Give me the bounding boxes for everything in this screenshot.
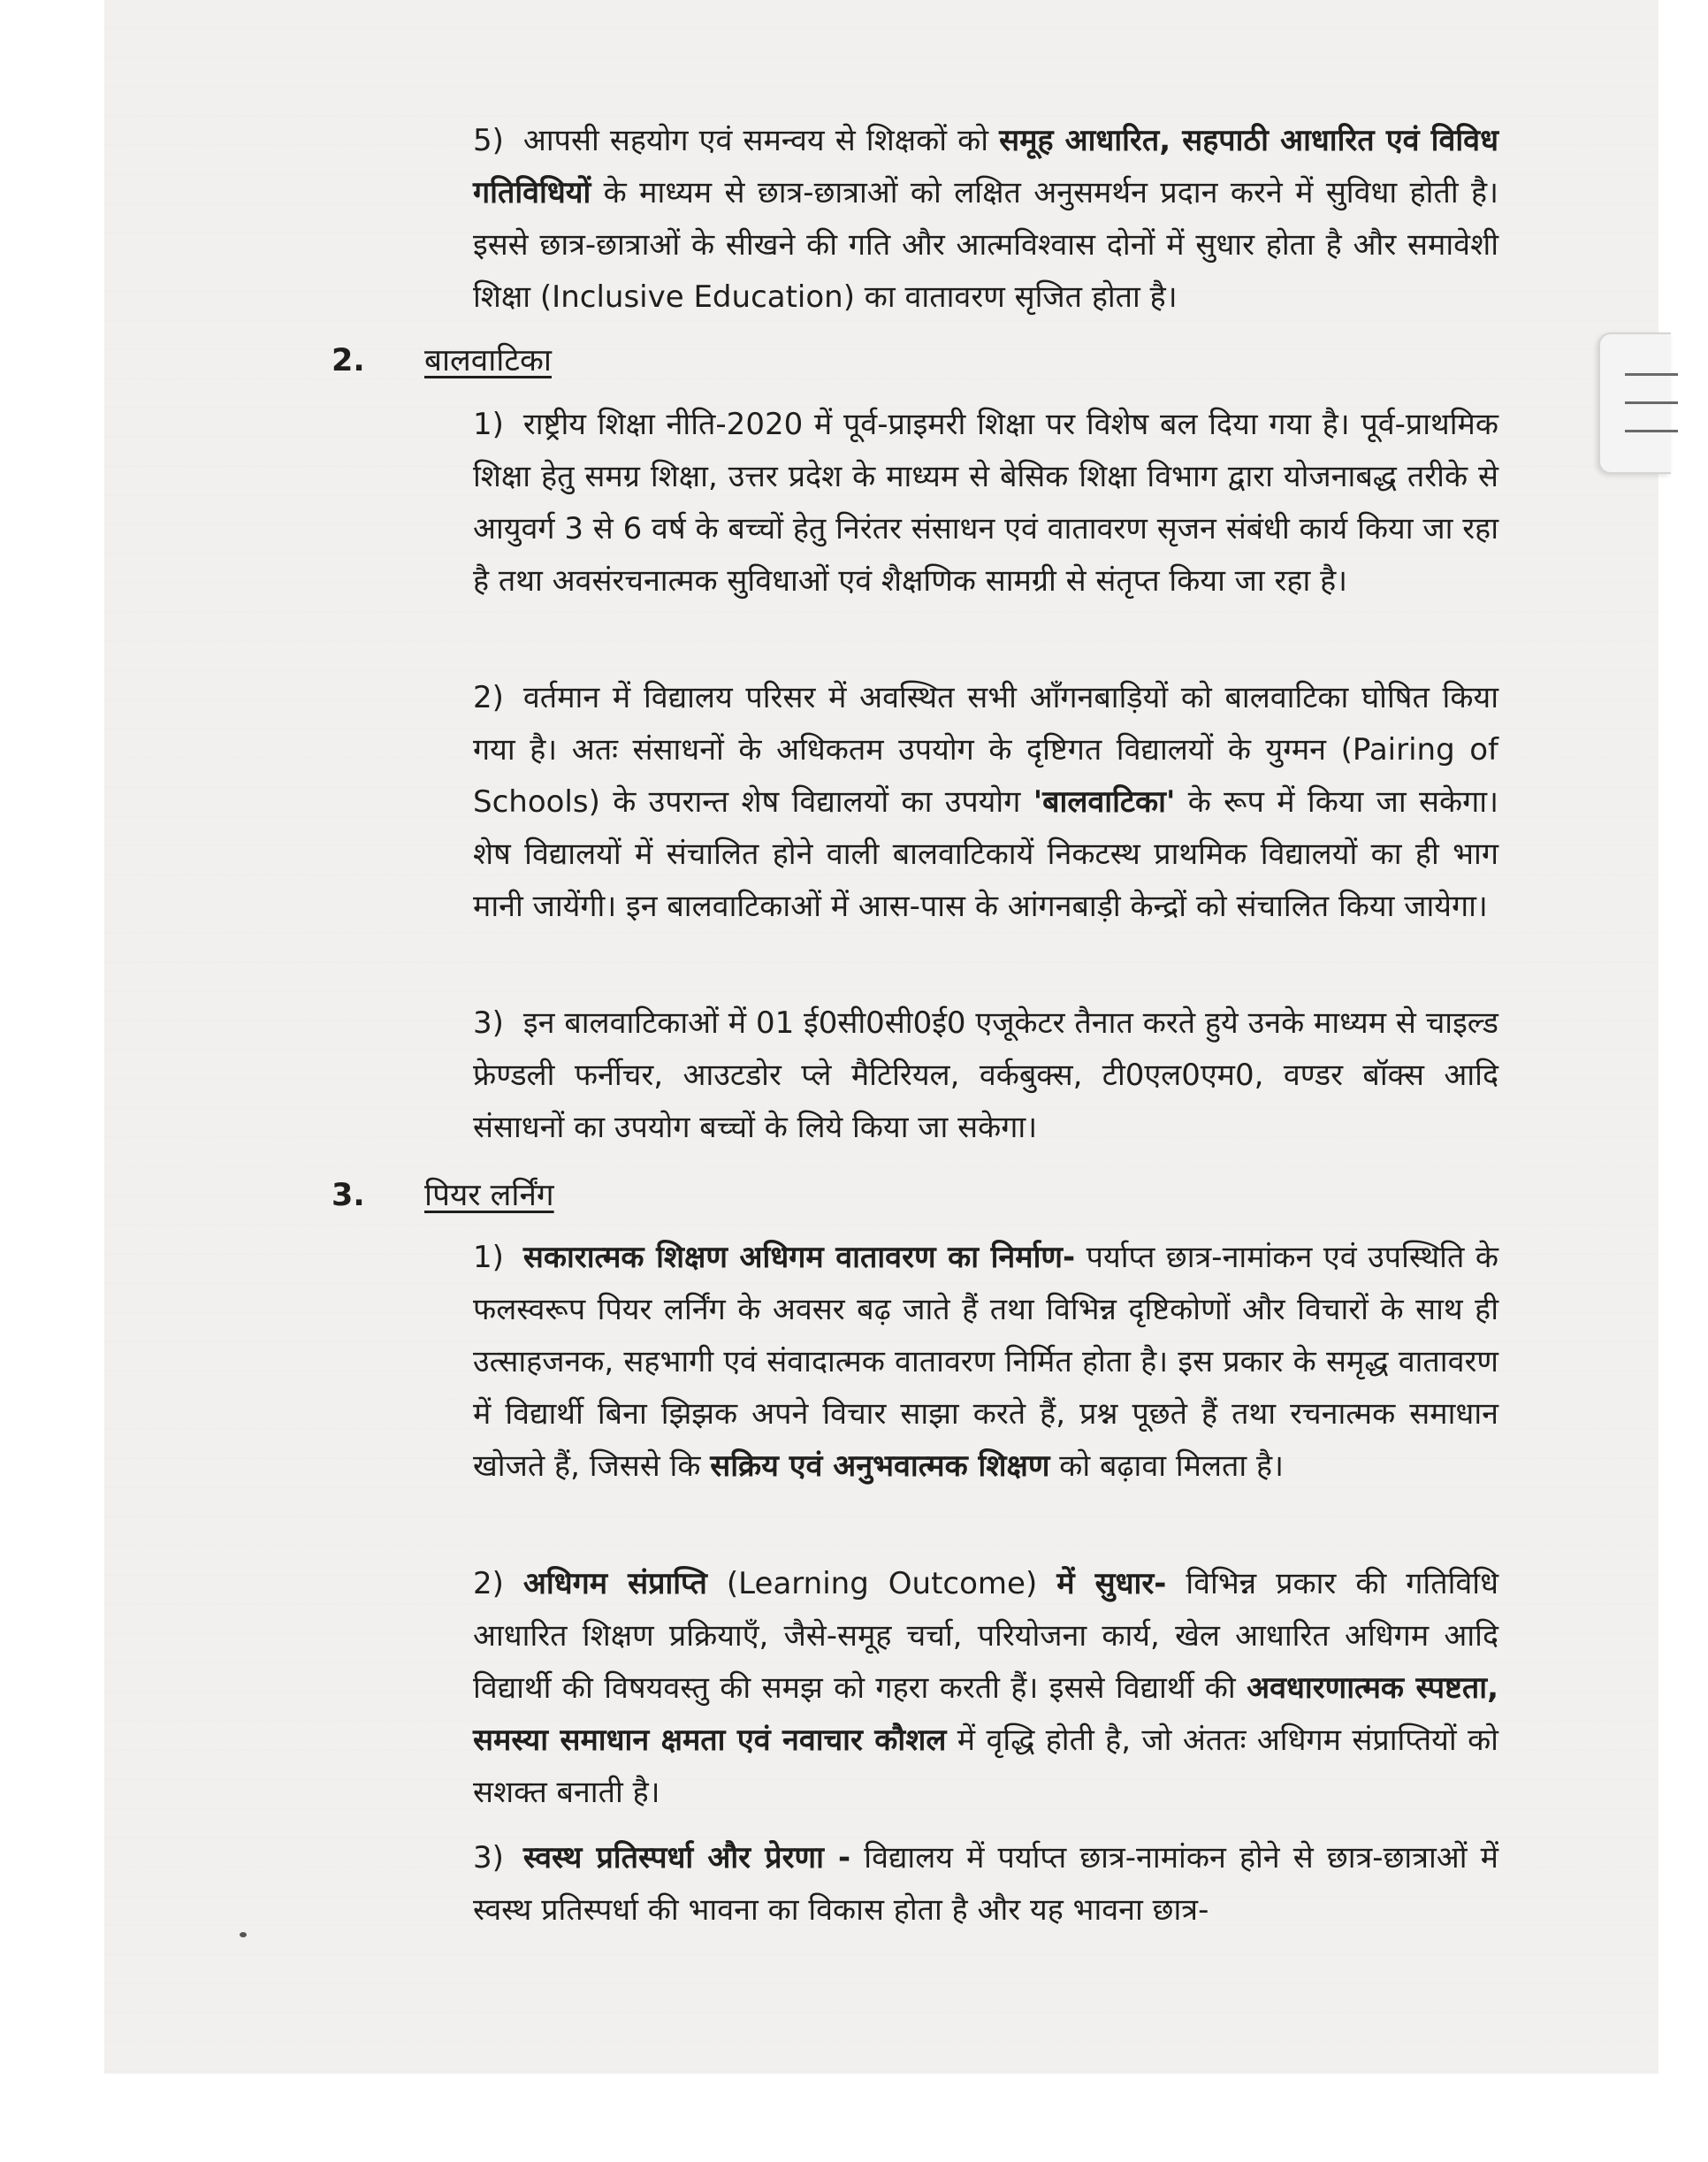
paragraph-emphasis: 'बालवाटिका' (1033, 784, 1176, 820)
paragraph-emphasis: समूह आधारित, सहपाठी आधारित एवं विविध गतिविधियों (473, 123, 1498, 210)
paragraph-text: (Learning Outcome) (706, 1566, 1057, 1601)
paragraph-emphasis: अधिगम संप्राप्ति (522, 1566, 707, 1601)
paragraph-emphasis: स्वस्थ प्रतिस्पर्धा और प्रेरणा - (522, 1840, 851, 1876)
paragraph-emphasis: सक्रिय एवं अनुभवात्मक शिक्षण (710, 1448, 1050, 1484)
section-number: 3. (332, 1178, 365, 1213)
paragraph-text: में वृद्धि होती है, जो अंततः अधिगम संप्राप्तियों को सशक्त बनाती है। (473, 1723, 1498, 1810)
paragraph-text: वर्तमान में विद्यालय परिसर में अवस्थित सभी आँगनबाड़ियों को बालवाटिका घोषित किया गया है। अतः संसाधनों के अधिकतम उपयोग के दृष्टिगत विद्यालयों के युग्मन (Pairing of Schools) के उपरान्त शेष विद्यालयों का उपयोग (473, 680, 1498, 820)
paragraph-number: 3) (473, 1005, 504, 1041)
paragraph-emphasis: सकारात्मक शिक्षण अधिगम वातावरण का निर्माण- (522, 1240, 1076, 1275)
section-number: 2. (332, 343, 365, 378)
paragraph-text: विद्यालय में पर्याप्त छात्र-नामांकन होने से छात्र-छात्राओं में स्वस्थ प्रतिस्पर्धा की भावना का विकास होता है और यह भावना छात्र- (473, 1840, 1498, 1928)
paragraph-text: के माध्यम से छात्र-छात्राओं को लक्षित अनुसमर्थन प्रदान करने में सुविधा होती है। इससे छात्र-छात्राओं के सीखने की गति और आत्मविश्वास दोनों में सुधार होता है और समावेशी शिक्षा (Inclusive Education) का वातावरण सृजित होता है। (473, 175, 1498, 315)
paragraph-5 (473, 115, 1498, 324)
paragraph-emphasis: में सुधार- (1056, 1566, 1167, 1601)
paragraph-text: विभिन्न प्रकार की गतिविधि आधारित शिक्षण प्रक्रियाएँ, जैसे-समूह चर्चा, परियोजना कार्य, खेल आधारित अधिगम आदि विद्यार्थी की विषयवस्तु की समझ को गहरा करती हैं। इससे विद्यार्थी की (473, 1566, 1499, 1706)
section-title: पियर लर्निंग (424, 1178, 554, 1213)
scan-speck (240, 1932, 247, 1937)
side-menu-handle[interactable] (1598, 332, 1671, 474)
paragraph-number: 3) (473, 1840, 504, 1876)
section-3-paragraph-1 (473, 1232, 1498, 1493)
paragraph-number: 5) (473, 123, 504, 158)
paragraph-number: 2) (473, 1566, 504, 1601)
paragraph-text: के रूप में किया जा सकेगा। शेष विद्यालयों में संचालित होने वाली बालवाटिकायें निकटस्थ प्राथमिक विद्यालयों का ही भाग मानी जायेंगी। इन बालवाटिकाओं में आस-पास के आंगनबाड़ी केन्द्रों को संचालित किया जायेगा। (473, 784, 1498, 924)
paragraph-text: राष्ट्रीय शिक्षा नीति-2020 में पूर्व-प्राइमरी शिक्षा पर विशेष बल दिया गया है। पूर्व-प्राथमिक शिक्षा हेतु समग्र शिक्षा, उत्तर प्रदेश के माध्यम से बेसिक शिक्षा विभाग द्वारा योजनाबद्ध तरीके से आयुवर्ग 3 से 6 वर्ष के बच्चों हेतु निरंतर संसाधन एवं वातावरण सृजन संबंधी कार्य किया जा रहा है तथा अवसंरचनात्मक सुविधाओं एवं शैक्षणिक सामग्री से संतृप्त किया जा रहा है। (473, 407, 1498, 599)
paragraph-text: इन बालवाटिकाओं में 01 ई0सी0सी0ई0 एजूकेटर तैनात करते हुये उनके माध्यम से चाइल्ड फ्रेण्डली फर्नीचर, आउटडोर प्ले मैटिरियल, वर्कबुक्स, टी0एल0एम0, वण्डर बॉक्स आदि संसाधनों का उपयोग बच्चों के लिये किया जा सकेगा। (473, 1005, 1498, 1145)
section-title: बालवाटिका (424, 343, 552, 378)
section-2-paragraph-2 (473, 672, 1498, 933)
paragraph-text: पर्याप्त छात्र-नामांकन एवं उपस्थिति के फलस्वरूप पियर लर्निंग के अवसर बढ़ जाते हैं तथा विभिन्न दृष्टिकोणों और विचारों के साथ ही उत्साहजनक, सहभागी एवं संवादात्मक वातावरण निर्मित होता है। इस प्रकार के समृद्ध वातावरण में विद्यार्थी बिना झिझक अपने विचार साझा करते हैं, प्रश्न पूछते हैं तथा रचनात्मक समाधान खोजते हैं, जिससे कि (473, 1240, 1498, 1484)
section-2-paragraph-3 (473, 997, 1498, 1154)
paragraph-number: 1) (473, 1240, 504, 1275)
paragraph-number: 2) (473, 680, 504, 715)
paragraph-text: आपसी सहयोग एवं समन्वय से शिक्षकों को (522, 123, 1000, 158)
paragraph-number: 1) (473, 407, 504, 442)
section-3-paragraph-2 (473, 1558, 1498, 1819)
section-3-paragraph-3 (473, 1832, 1498, 1937)
section-2-paragraph-1 (473, 399, 1498, 607)
paragraph-emphasis: अवधारणात्मक स्पष्टता, समस्या समाधान क्षमता एवं नवाचार कौशल (473, 1670, 1498, 1758)
paragraph-text: को बढ़ावा मिलता है। (1049, 1448, 1284, 1484)
